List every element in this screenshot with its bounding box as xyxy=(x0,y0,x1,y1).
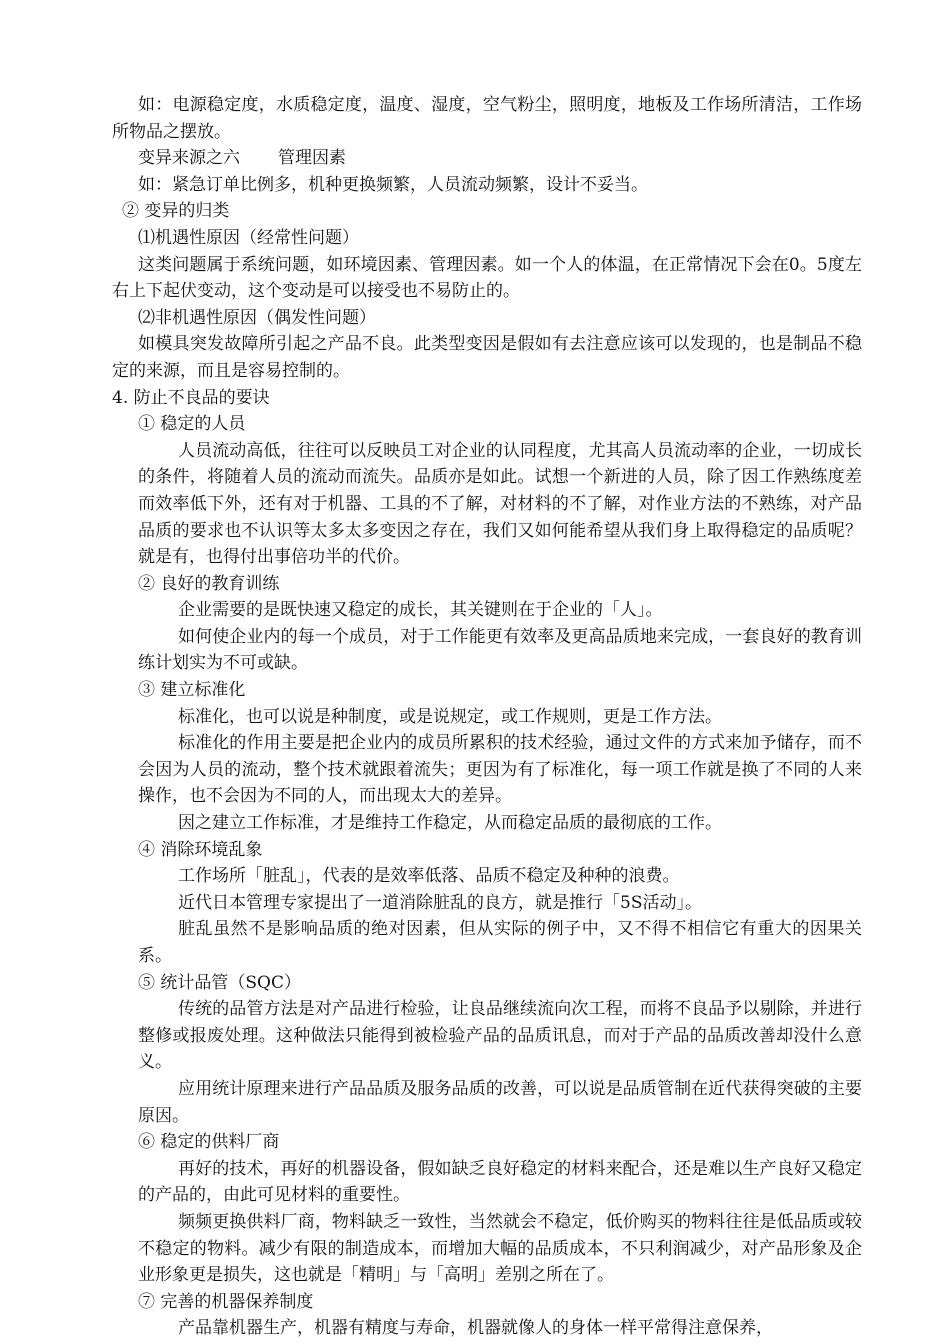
section-heading: 4. 防止不良品的要诀 xyxy=(112,387,270,408)
paragraph: 标准化，也可以说是种制度，或是说规定，或工作规则，更是工作方法。 xyxy=(178,706,722,727)
paragraph: 工作场所「脏乱」，代表的是效率低落、品质不稳定及种种的浪费。 xyxy=(178,866,680,887)
item-heading: ⑤ 统计品管（SQC） xyxy=(138,972,301,993)
section-heading: ② 变异的归类 xyxy=(122,201,230,222)
paragraph: 应用统计原理来进行产品品质及服务品质的改善，可以说是品质管制在近代获得突破的主要原因。 xyxy=(138,1078,862,1126)
item-heading: ① 稳定的人员 xyxy=(138,414,246,435)
item-heading: ⑦ 完善的机器保养制度 xyxy=(138,1291,314,1312)
paragraph: 企业需要的是既快速又稳定的成长，其关键则在于企业的「人」。 xyxy=(178,600,663,621)
paragraph: 再好的技术，再好的机器设备，假如缺乏良好稳定的材料来配合，还是难以生产良好又稳定的产品的，由此可见材料的重要性。 xyxy=(138,1158,862,1206)
paragraph: 频频更换供料厂商，物料缺乏一致性，当然就会不稳定，低价购买的物料往往是低品质或较不稳定的物料。减少有限的制造成本，而增加大幅的品质成本，不只利润减少，对产品形象及企业形象更是损失，这也就是「精明」与「高明」差别之所在了。 xyxy=(138,1211,862,1286)
item-heading: ⑥ 稳定的供料厂商 xyxy=(138,1132,280,1153)
paragraph: 脏乱虽然不是影响品质的绝对因素，但从实际的例子中，又不得不相信它有重大的因果关系。 xyxy=(138,919,862,966)
paragraph: 人员流动高低，往往可以反映员工对企业的认同程度，尤其高人员流动率的企业，一切成长的条件，将随着人员的流动而流失。品质亦是如此。试想一个新进的人员，除了因工作熟练度差而效率低下外，还有对于机器、工具的不了解，对材料的不了解，对作业方法的不熟练，对产品品质的要求也不认识等太多太多变因之存在，我们又如何能希望从我们身上取得稳定的品质呢？就是有，也得付出事倍功半的代价。 xyxy=(138,440,862,568)
paragraph: 这类问题属于系统问题，如环境因素、管理因素。如一个人的体温，在正常情况下会在0。5度左右上下起伏变动，这个变动是可以接受也不易防止的。 xyxy=(112,254,862,302)
item-heading: ③ 建立标准化 xyxy=(138,680,246,701)
variation-source-heading xyxy=(112,145,862,172)
subsection-heading: ⑵非机遇性原因（偶发性问题） xyxy=(138,307,376,328)
paragraph: 如模具突发故障所引起之产品不良。此类型变因是假如有去注意应该可以发现的，也是制品不稳定的来源，而且是容易控制的。 xyxy=(112,334,862,381)
paragraph: 因之建立工作标准，才是维持工作稳定，从而稳定品质的最彻底的工作。 xyxy=(178,813,722,834)
heading-number: 变异来源之六 xyxy=(138,148,240,169)
item-heading: ④ 消除环境乱象 xyxy=(138,839,263,860)
paragraph: 如：紧急订单比例多，机种更换频繁，人员流动频繁，设计不妥当。 xyxy=(138,174,648,195)
paragraph: 如何使企业内的每一个成员，对于工作能更有效率及更高品质地来完成，一套良好的教育训练计划实为不可或缺。 xyxy=(138,626,862,674)
paragraph: 近代日本管理专家提出了一道消除脏乱的良方，就是推行「5S活动」。 xyxy=(178,892,702,913)
item-heading: ② 良好的教育训练 xyxy=(138,573,280,594)
paragraph: 产品靠机器生产，机器有精度与寿命，机器就像人的身体一样平常得注意保养， xyxy=(178,1318,773,1339)
subsection-heading: ⑴机遇性原因（经常性问题） xyxy=(138,227,359,248)
paragraph: 标准化的作用主要是把企业内的成员所累积的技术经验，通过文件的方式来加予储存，而不会因为人员的流动，整个技术就跟着流失；更因为有了标准化，每一项工作就是换了不同的人来操作，也不会因为不同的人，而出现太大的差异。 xyxy=(138,733,862,807)
paragraph: 如：电源稳定度，水质稳定度，温度、湿度，空气粉尘，照明度，地板及工作场所清洁，工作场所物品之摆放。 xyxy=(112,95,862,142)
paragraph: 传统的品管方法是对产品进行检验，让良品继续流向次工程，而将不良品予以剔除，并进行整修或报废处理。这种做法只能得到被检验产品的品质讯息，而对于产品的品质改善却没什么意义。 xyxy=(138,999,862,1073)
heading-title: 管理因素 xyxy=(278,148,346,169)
